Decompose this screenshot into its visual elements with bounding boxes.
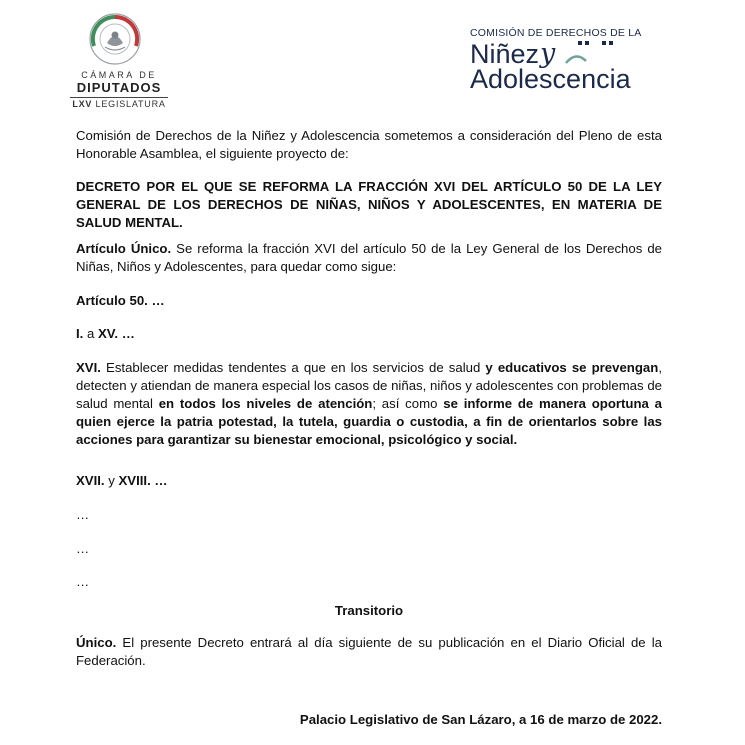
legislatura-label: [64, 99, 174, 109]
articulo-unico-label: Artículo Único.: [76, 241, 172, 256]
fraccion-xvi-bold-1: y educativos se prevengan: [485, 360, 659, 375]
unico-text: El presente Decreto entrará al día siguiente de su publicación en el Diario Oficial de la Federación.: [76, 635, 662, 668]
signature-place-date: Palacio Legislativo de San Lázaro, a 16 de marzo de 2022.: [299, 712, 662, 727]
camara-diputados-logo: [64, 12, 174, 112]
fraccion-xvi-text-1: Establecer medidas tendentes a que en los servicios de salud: [100, 360, 486, 375]
fraccion-xvi-bold-3: se informe de manera oportuna a quien ejerce la patria potestad, la tutela, guardia o custodia, a fin de orientarlos sobre las acciones para garantizar su bienestar emocional, psicológico y social.: [76, 396, 663, 447]
diputados-label: DIPUTADOS: [76, 80, 162, 95]
fraccion-xviii-label: XVIII. …: [118, 473, 168, 488]
fraccion-xvi-text-2: , detecten y atiendan de manera especial los casos de niñas, niños y adolescentes con problemas de salud mental: [76, 360, 662, 411]
fraccion-range-word: a: [83, 326, 98, 341]
comision-logo: [470, 22, 670, 102]
camara-seal-icon: [88, 12, 142, 66]
articulo-50-heading: Artículo 50. …: [76, 293, 165, 308]
ellipsis-line-1: …: [76, 507, 90, 522]
unico-label: Único.: [76, 635, 117, 650]
legislatura-number: LXV: [72, 99, 93, 109]
legislatura-rule: [70, 97, 168, 98]
fracciones-xvii-xviii: [76, 472, 662, 490]
ellipsis-line-3: …: [76, 574, 90, 589]
camara-label: CÁMARA DE: [81, 70, 157, 80]
fraccion-xvi-text-3: ; así como: [372, 396, 444, 411]
ellipsis-line-2: …: [76, 541, 90, 556]
adolescencia-word: Adolescencia: [470, 64, 631, 94]
transitorio-heading: Transitorio: [334, 603, 404, 618]
fracciones-i-xv: [76, 325, 662, 343]
intro-paragraph: Comisión de Derechos de la Niñez y Adolescencia sometemos a consideración del Pleno de esta Honorable Asamblea, el siguiente proyecto de:: [76, 128, 662, 161]
ninez-word: Niñez: [470, 39, 540, 69]
legislatura-word: LEGISLATURA: [95, 99, 166, 109]
fraccion-xvi-bold-2: en todos los niveles de atención: [158, 396, 373, 411]
fraccion-and-word: y: [104, 473, 119, 488]
fraccion-xv-label: XV. …: [98, 326, 135, 341]
y-word: y: [540, 38, 556, 69]
articulo-unico-text: Se reforma la fracción XVI del artículo 50 de la Ley General de los Derechos de Niñas, Niños y Adolescentes, para quedar como sigue:: [76, 241, 662, 274]
articulo-unico-paragraph: [76, 240, 662, 276]
fraccion-xvi-paragraph: [76, 359, 662, 449]
fraccion-i-label: I.: [76, 326, 84, 341]
fraccion-xvi-label: XVI.: [76, 360, 101, 375]
comision-dots-icon: [558, 37, 628, 67]
decree-title: DECRETO POR EL QUE SE REFORMA LA FRACCIÓN XVI DEL ARTÍCULO 50 DE LA LEY GENERAL DE LOS DERECHOS DE NIÑAS, NIÑOS Y ADOLESCENTES, EN MATERIA DE SALUD MENTAL.: [76, 179, 662, 230]
comision-label: COMISIÓN DE DERECHOS DE LA: [470, 27, 642, 39]
fraccion-xvii-label: XVII.: [76, 473, 105, 488]
unico-paragraph: [76, 634, 662, 670]
